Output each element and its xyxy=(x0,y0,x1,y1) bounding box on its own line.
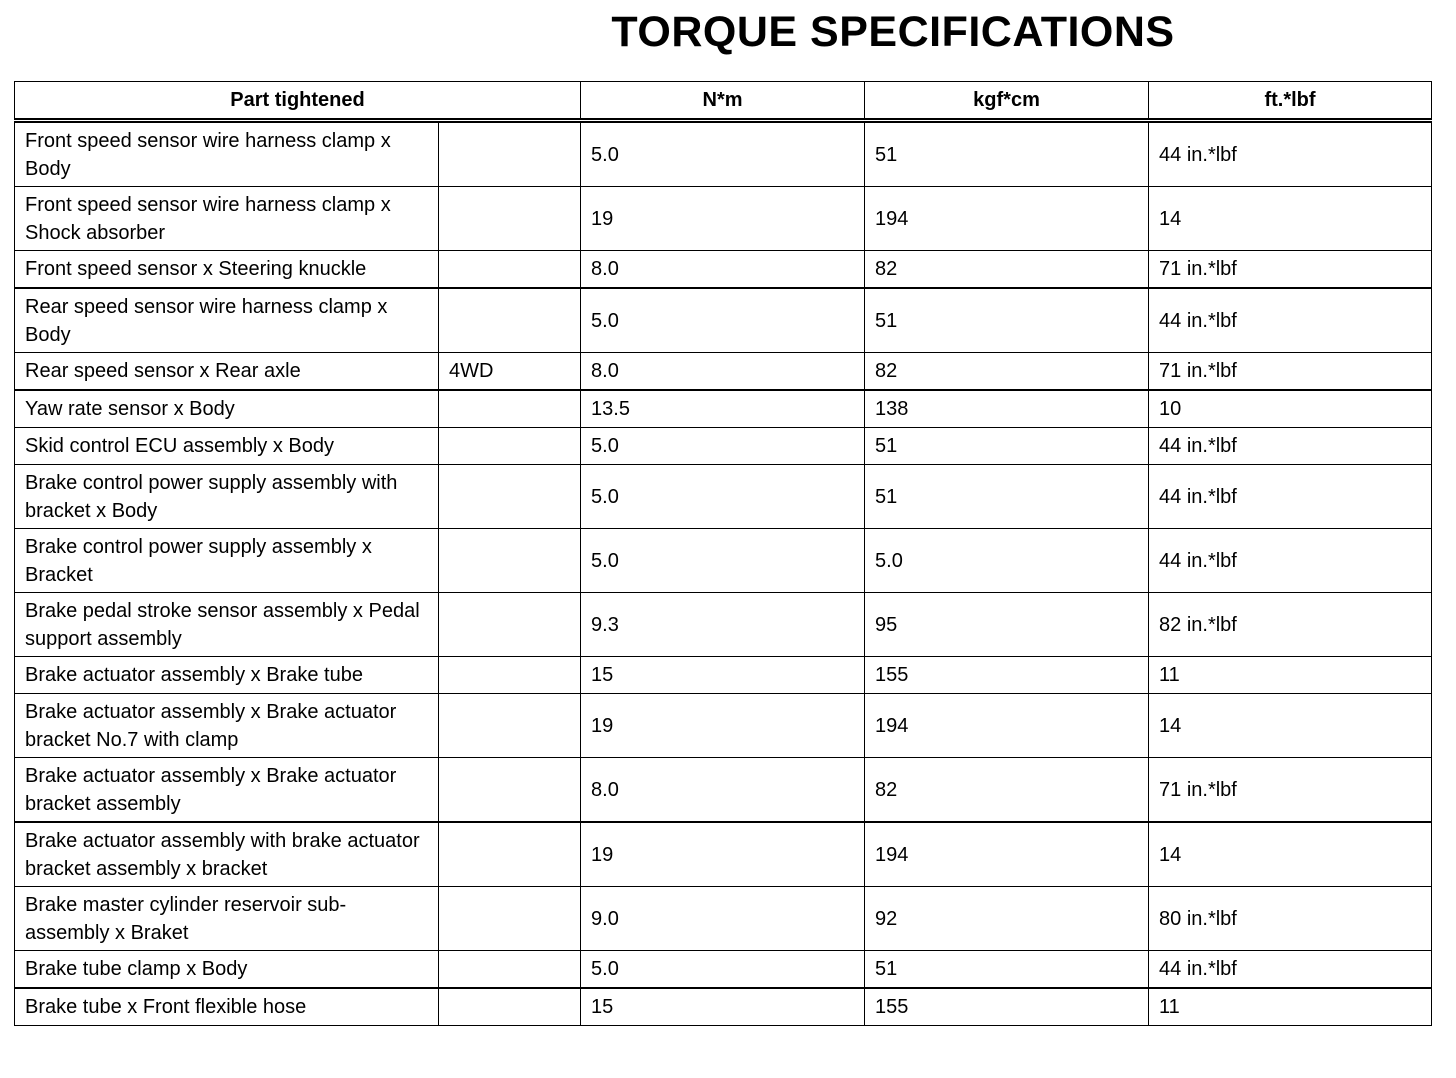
table-row xyxy=(15,187,1432,251)
table-row xyxy=(15,465,1432,529)
cell-nm: 8.0 xyxy=(581,758,865,823)
cell-kgf-cm: 194 xyxy=(865,822,1149,887)
cell-part: Brake actuator assembly x Brake actuator bracket No.7 with clamp xyxy=(15,694,439,758)
table-row xyxy=(15,951,1432,989)
cell-note xyxy=(439,428,581,465)
cell-note: 4WD xyxy=(439,353,581,391)
cell-nm: 8.0 xyxy=(581,353,865,391)
cell-note xyxy=(439,593,581,657)
cell-part: Brake actuator assembly with brake actuator bracket assembly x bracket xyxy=(15,822,439,887)
cell-kgf-cm: 194 xyxy=(865,694,1149,758)
table-header-row xyxy=(15,82,1432,121)
cell-nm: 19 xyxy=(581,187,865,251)
table-row xyxy=(15,988,1432,1026)
cell-part: Brake actuator assembly x Brake actuator bracket assembly xyxy=(15,758,439,823)
cell-note xyxy=(439,529,581,593)
table-row xyxy=(15,694,1432,758)
cell-ft-lbf: 44 in.*lbf xyxy=(1149,465,1432,529)
header-nm: N*m xyxy=(581,82,865,121)
cell-part: Yaw rate sensor x Body xyxy=(15,390,439,428)
cell-part: Brake control power supply assembly x Bracket xyxy=(15,529,439,593)
cell-ft-lbf: 11 xyxy=(1149,988,1432,1026)
header-kgf-cm: kgf*cm xyxy=(865,82,1149,121)
cell-note xyxy=(439,657,581,694)
page-title: TORQUE SPECIFICATIONS xyxy=(611,8,1175,56)
cell-part: Rear speed sensor x Rear axle xyxy=(15,353,439,391)
cell-kgf-cm: 82 xyxy=(865,353,1149,391)
cell-kgf-cm: 82 xyxy=(865,251,1149,289)
cell-ft-lbf: 71 in.*lbf xyxy=(1149,353,1432,391)
cell-note xyxy=(439,887,581,951)
table-row xyxy=(15,529,1432,593)
cell-note xyxy=(439,187,581,251)
cell-nm: 9.0 xyxy=(581,887,865,951)
cell-note xyxy=(439,121,581,187)
cell-ft-lbf: 44 in.*lbf xyxy=(1149,529,1432,593)
cell-ft-lbf: 71 in.*lbf xyxy=(1149,251,1432,289)
cell-kgf-cm: 194 xyxy=(865,187,1149,251)
cell-ft-lbf: 14 xyxy=(1149,822,1432,887)
cell-note xyxy=(439,465,581,529)
cell-ft-lbf: 44 in.*lbf xyxy=(1149,121,1432,187)
table-row xyxy=(15,593,1432,657)
cell-nm: 19 xyxy=(581,694,865,758)
cell-note xyxy=(439,390,581,428)
cell-ft-lbf: 11 xyxy=(1149,657,1432,694)
cell-ft-lbf: 44 in.*lbf xyxy=(1149,951,1432,989)
cell-nm: 5.0 xyxy=(581,951,865,989)
cell-ft-lbf: 14 xyxy=(1149,694,1432,758)
cell-nm: 13.5 xyxy=(581,390,865,428)
table-row xyxy=(15,353,1432,391)
cell-nm: 8.0 xyxy=(581,251,865,289)
cell-nm: 5.0 xyxy=(581,465,865,529)
cell-note xyxy=(439,988,581,1026)
table-row xyxy=(15,887,1432,951)
cell-nm: 5.0 xyxy=(581,288,865,353)
cell-kgf-cm: 51 xyxy=(865,121,1149,187)
cell-note xyxy=(439,758,581,823)
cell-kgf-cm: 51 xyxy=(865,465,1149,529)
table-row xyxy=(15,251,1432,289)
cell-part: Brake actuator assembly x Brake tube xyxy=(15,657,439,694)
cell-note xyxy=(439,822,581,887)
table-row xyxy=(15,758,1432,823)
cell-part: Skid control ECU assembly x Body xyxy=(15,428,439,465)
cell-nm: 15 xyxy=(581,988,865,1026)
cell-kgf-cm: 138 xyxy=(865,390,1149,428)
cell-part: Front speed sensor x Steering knuckle xyxy=(15,251,439,289)
cell-note xyxy=(439,951,581,989)
cell-part: Brake master cylinder reservoir sub-assembly x Braket xyxy=(15,887,439,951)
cell-part: Brake tube clamp x Body xyxy=(15,951,439,989)
cell-kgf-cm: 51 xyxy=(865,288,1149,353)
cell-nm: 15 xyxy=(581,657,865,694)
cell-kgf-cm: 82 xyxy=(865,758,1149,823)
cell-nm: 5.0 xyxy=(581,529,865,593)
cell-part: Rear speed sensor wire harness clamp x Body xyxy=(15,288,439,353)
cell-kgf-cm: 51 xyxy=(865,951,1149,989)
cell-ft-lbf: 14 xyxy=(1149,187,1432,251)
cell-kgf-cm: 155 xyxy=(865,657,1149,694)
cell-note xyxy=(439,694,581,758)
header-ft-lbf: ft.*lbf xyxy=(1149,82,1432,121)
cell-ft-lbf: 71 in.*lbf xyxy=(1149,758,1432,823)
cell-ft-lbf: 10 xyxy=(1149,390,1432,428)
cell-kgf-cm: 92 xyxy=(865,887,1149,951)
cell-kgf-cm: 95 xyxy=(865,593,1149,657)
table-row xyxy=(15,428,1432,465)
cell-nm: 5.0 xyxy=(581,121,865,187)
cell-nm: 9.3 xyxy=(581,593,865,657)
cell-ft-lbf: 44 in.*lbf xyxy=(1149,428,1432,465)
table-row xyxy=(15,822,1432,887)
table-row xyxy=(15,390,1432,428)
cell-part: Front speed sensor wire harness clamp x Body xyxy=(15,121,439,187)
torque-specifications-table xyxy=(14,81,1432,1026)
cell-part: Front speed sensor wire harness clamp x Shock absorber xyxy=(15,187,439,251)
cell-part: Brake control power supply assembly with bracket x Body xyxy=(15,465,439,529)
cell-part: Brake pedal stroke sensor assembly x Pedal support assembly xyxy=(15,593,439,657)
cell-ft-lbf: 44 in.*lbf xyxy=(1149,288,1432,353)
header-part-tightened: Part tightened xyxy=(15,82,581,121)
cell-kgf-cm: 155 xyxy=(865,988,1149,1026)
table-row xyxy=(15,121,1432,187)
cell-nm: 5.0 xyxy=(581,428,865,465)
cell-note xyxy=(439,288,581,353)
cell-ft-lbf: 80 in.*lbf xyxy=(1149,887,1432,951)
cell-note xyxy=(439,251,581,289)
cell-kgf-cm: 5.0 xyxy=(865,529,1149,593)
cell-kgf-cm: 51 xyxy=(865,428,1149,465)
cell-part: Brake tube x Front flexible hose xyxy=(15,988,439,1026)
cell-nm: 19 xyxy=(581,822,865,887)
table-row xyxy=(15,288,1432,353)
cell-ft-lbf: 82 in.*lbf xyxy=(1149,593,1432,657)
table-row xyxy=(15,657,1432,694)
